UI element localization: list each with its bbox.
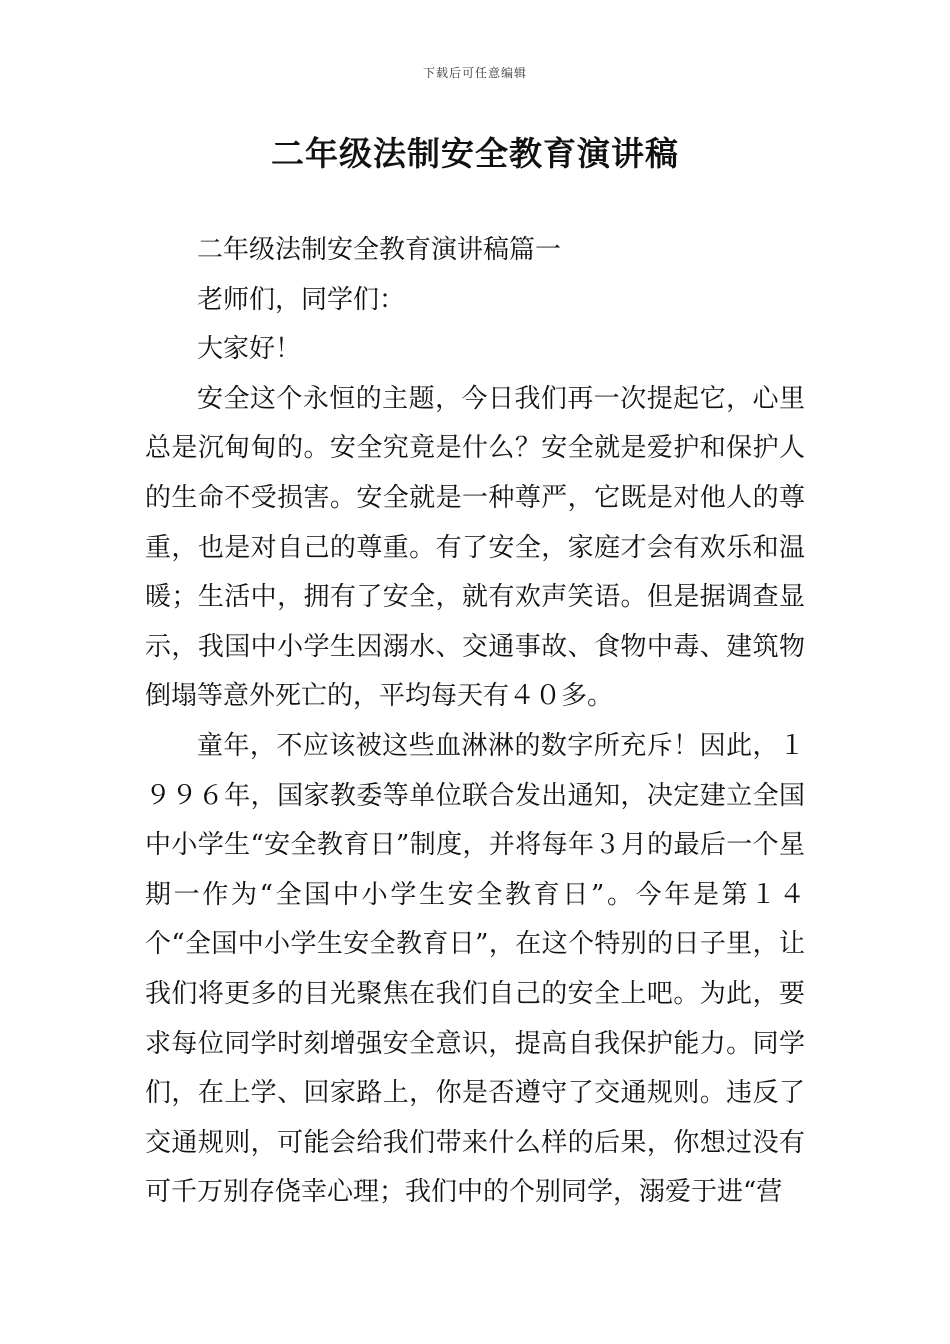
paragraph-subtitle: 二年级法制安全教育演讲稿篇一 — [197, 235, 562, 265]
document-body — [145, 226, 805, 1218]
page-title: 二年级法制安全教育演讲稿 — [271, 134, 679, 173]
header-note: 下载后可任意编辑 — [422, 66, 527, 80]
paragraph-greeting: 老师们，同学们： — [197, 284, 406, 315]
paragraph-body-1: 安全这个永恒的主题，今日我们再一次提起它，心里总是沉甸甸的。安全究竟是什么？安全就是爱护和保护人的生命不受损害。安全就是一种尊严，它既是对他人的尊重，也是对自己的尊重。有了安全，家庭才会有欢乐和温暖；生活中，拥有了安全，就有欢声笑语。但是据调查显示，我国中小学生因溺水、交通事故、食物中毒、建筑物倒塌等意外死亡的，平均每天有４０多。 — [145, 383, 805, 712]
paragraph-body-2: 童年，不应该被这些血淋淋的数字所充斥！因此，１９９６年，国家教委等单位联合发出通知，决定建立全国中小学生“安全教育日”制度，并将每年３月的最后一个星期一作为“全国中小学生安全教育日”。今年是第１４个“全国中小学生安全教育日”，在这个特别的日子里，让我们将更多的目光聚焦在我们自己的安全上吧。为此，要求每位同学时刻增强安全意识，提高自我保护能力。同学们，在上学、回家路上，你是否遵守了交通规则。违反了交通规则，可能会给我们带来什么样的后果，你想过没有可千万别存侥幸心理；我们中的个别同学，溺爱于进“营 — [145, 730, 805, 1208]
paragraph-hello: 大家好！ — [197, 334, 302, 365]
